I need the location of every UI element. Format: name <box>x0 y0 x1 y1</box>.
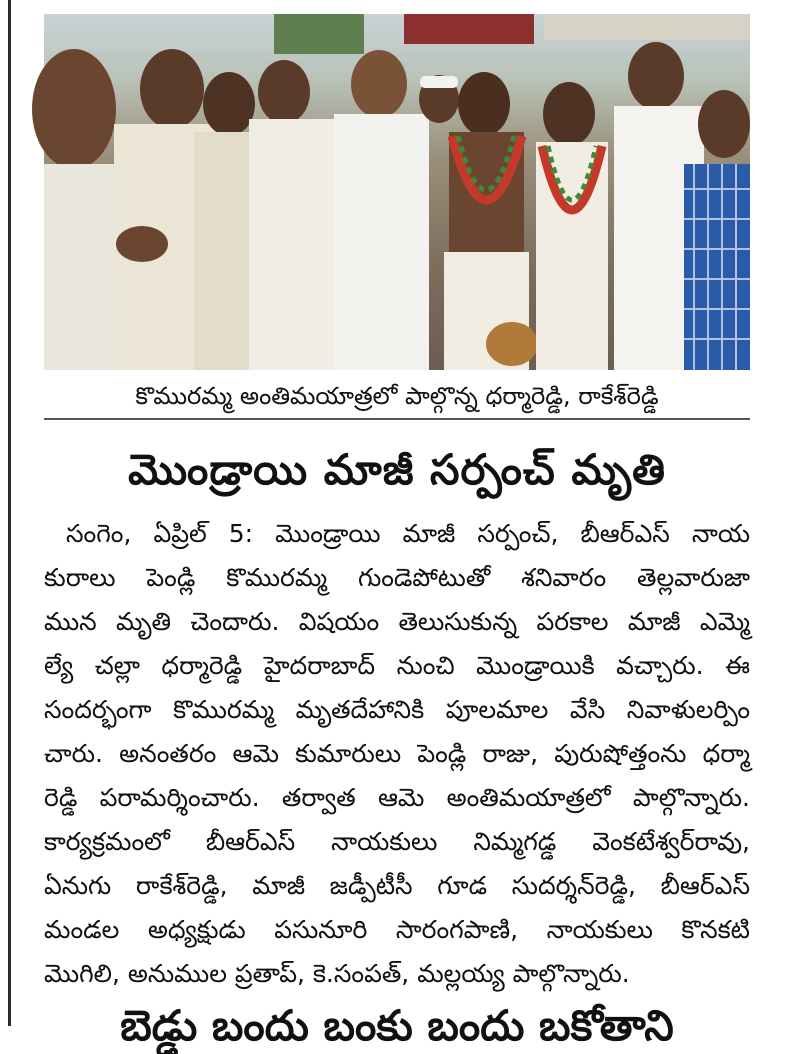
body-line: సంగెం, ఏప్రిల్ 5: మొండ్రాయి మాజీ సర్పంచ్, బీఆర్ఎస్ నాయ <box>66 519 750 548</box>
trees <box>274 14 364 54</box>
news-photo <box>44 14 750 370</box>
body-line: చారు. అనంతరం ఆమె కుమారులు పెండ్లి రాజు, పురుషోత్తంను ధర్మా <box>44 739 750 768</box>
body-line: కురాలు పెండ్లి కొమురమ్మ గుండెపోటుతో శనివారం తెల్లవారుజా <box>44 563 750 592</box>
person-2-hand <box>116 226 168 262</box>
person-9-head <box>628 42 684 110</box>
person-left-head <box>32 49 116 169</box>
person-4-body <box>249 119 339 370</box>
person-8-head <box>543 82 595 146</box>
cap <box>420 76 458 88</box>
next-headline-text: బెడ్డు బందు బంకు బందు బకోతాని <box>120 1001 674 1050</box>
next-article-headline-cropped <box>44 1001 750 1050</box>
article-body <box>44 512 750 996</box>
photo-caption: కొమురమ్మ అంతిమయాత్రలో పాల్గొన్న ధర్మారెడ్డి, రాకేశ్‌రెడ్డి <box>44 378 750 420</box>
tent-banner <box>404 14 534 44</box>
body-line: మొగిలి, అనుముల ప్రతాప్, కె.సంపత్, మల్లయ్య పాల్గొన్నారు. <box>44 959 630 988</box>
person-10-head <box>698 90 750 158</box>
person-5-body <box>334 114 429 370</box>
body-line: మండల అధ్యక్షుడు పసునూరి సారంగపాణి, నాయకులు కొనకటి <box>44 915 750 944</box>
body-line: ల్యే చల్లా ధర్మారెడ్డి హైదరాబాద్ నుంచి మొండ్రాయికి వచ్చారు. ఈ <box>44 651 750 680</box>
body-line: సందర్భంగా కొమురమ్మ మృతదేహానికి పూలమాల వేసి నివాళులర్పిం <box>44 695 750 724</box>
clay-pot <box>486 322 538 366</box>
crowd-photo-illustration <box>44 14 750 370</box>
body-line: మున మృతి చెందారు. విషయం తెలుసుకున్న పరకాల మాజీ ఎమ్మె <box>44 607 750 636</box>
column-rule <box>8 0 11 1026</box>
person-7-head <box>458 72 510 136</box>
body-line: కార్యక్రమంలో బీఆర్ఎస్ నాయకులు నిమ్మగడ్డ వెంకటేశ్వర్‌రావు, <box>44 827 750 856</box>
body-line: ఏనుగు రాకేశ్‌రెడ్డి, మాజీ జడ్పీటీసీ గూడ సుదర్శన్‌రెడ్డి, బీఆర్ఎస్ <box>44 871 750 900</box>
body-line: రెడ్డి పరామర్శించారు. తర్వాత ఆమె అంతిమయాత్రలో పాల్గొన్నారు. <box>44 783 750 812</box>
person-4-head <box>258 60 310 124</box>
person-3-head <box>203 72 255 136</box>
background-banner <box>544 14 750 40</box>
person-2-head <box>140 49 204 129</box>
person-5-head <box>351 50 407 118</box>
article-headline: మొండ్రాయి మాజీ సర్పంచ్ మృతి <box>128 445 666 494</box>
